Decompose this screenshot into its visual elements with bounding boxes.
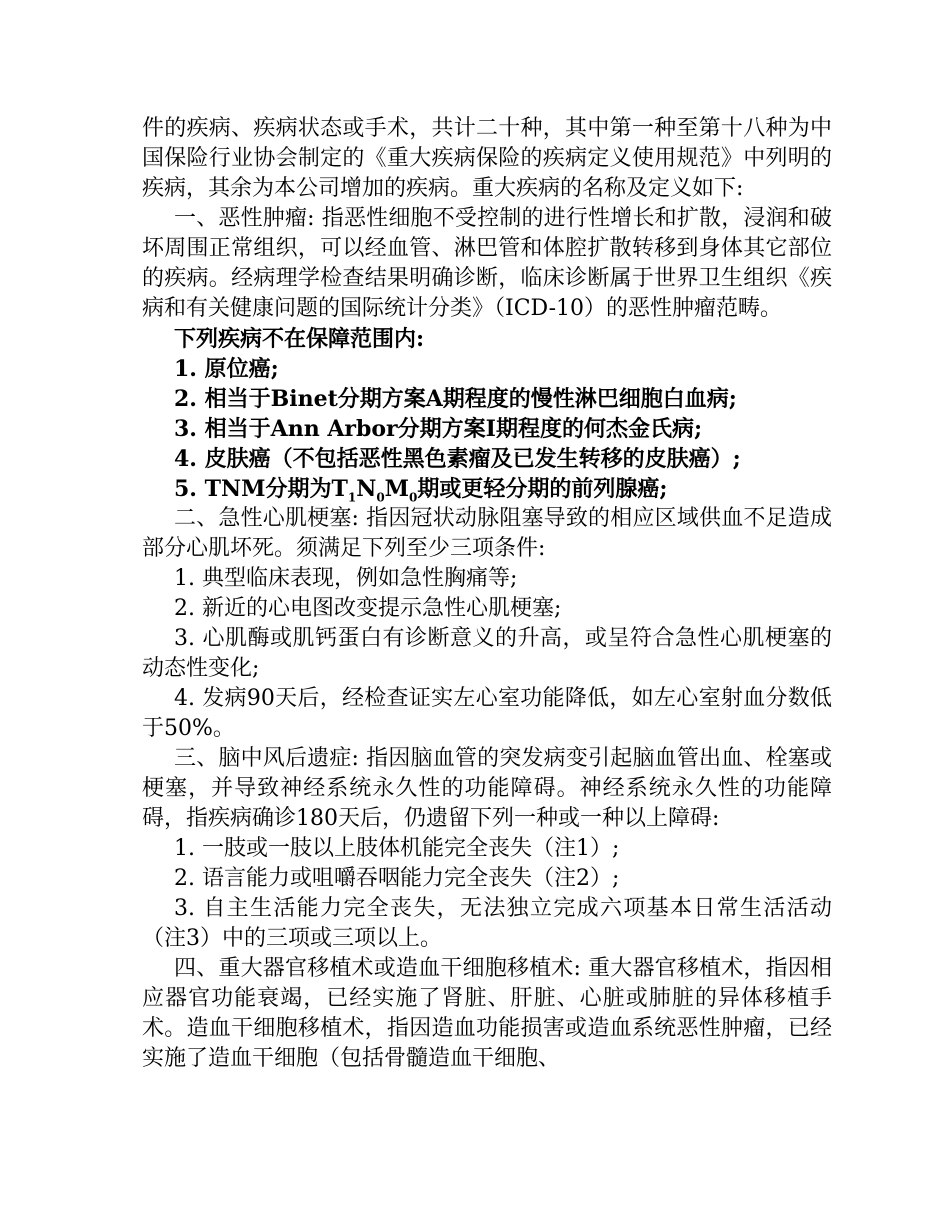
exclusions-heading: 下列疾病不在保障范围内:	[174, 326, 425, 352]
mi-condition-3: 3. 心肌酶或肌钙蛋白有诊断意义的升高，或呈符合急性心肌梗塞的动态性变化;	[142, 626, 832, 681]
tnm-m: M	[384, 476, 410, 502]
exclusion-item-3: 3. 相当于Ann Arbor分期方案I期程度的何杰金氏病;	[174, 416, 703, 442]
malignant-tumor-definition: 一、恶性肿瘤: 指恶性细胞不受控制的进行性增长和扩散，浸润和破坏周围正常组织，可以经血管、淋巴管和体腔扩散转移到身体其它部位的疾病。经病理学检查结果明确诊断，临床诊断属于世界卫生组织《疾病和有关健康问题的国际统计分类》（ICD-10）的恶性肿瘤范畴。	[142, 206, 832, 321]
exclusion-item-5	[142, 474, 832, 504]
tnm-m-subscript: 0	[409, 490, 418, 505]
tnm-t-subscript: 1	[347, 490, 357, 505]
mi-condition-4: 4. 发病90天后，经检查证实左心室功能降低，如左心室射血分数低于50%。	[142, 686, 832, 741]
stroke-condition-2: 2. 语言能力或咀嚼吞咽能力完全丧失（注2）;	[174, 866, 620, 891]
tnm-prefix: 5. TNM分期为T	[174, 476, 348, 502]
exclusion-item-4: 4. 皮肤癌（不包括恶性黑色素瘤及已发生转移的皮肤癌）;	[174, 446, 741, 472]
document-page	[142, 114, 832, 1074]
exclusion-item-2: 2. 相当于Binet分期方案A期程度的慢性淋巴细胞白血病;	[174, 386, 737, 412]
myocardial-infarction-definition: 二、急性心肌梗塞: 指因冠状动脉阻塞导致的相应区域供血不足造成部分心肌坏死。须满足下列至少三项条件:	[142, 506, 832, 561]
stroke-condition-1: 1. 一肢或一肢以上肢体机能完全丧失（注1）;	[174, 836, 620, 861]
organ-transplant-definition: 四、重大器官移植术或造血干细胞移植术: 重大器官移植术，指因相应器官功能衰竭，已经实施了肾脏、肝脏、心脏或肺脏的异体移植手术。造血干细胞移植术，指因造血功能损害或造血系统恶性肿瘤，已经实施了造血干细胞（包括骨髓造血干细胞、	[142, 956, 832, 1071]
mi-condition-2: 2. 新近的心电图改变提示急性心肌梗塞;	[174, 596, 562, 621]
tnm-n: N	[356, 476, 377, 502]
exclusion-item-1: 1. 原位癌;	[174, 356, 279, 382]
stroke-sequelae-definition: 三、脑中风后遗症: 指因脑血管的突发病变引起脑血管出血、栓塞或梗塞，并导致神经系统永久性的功能障碍。神经系统永久性的功能障碍，指疾病确诊180天后，仍遗留下列一种或一种以上障碍:	[142, 746, 832, 831]
mi-condition-1: 1. 典型临床表现，例如急性胸痛等;	[174, 566, 518, 591]
tnm-n-subscript: 0	[376, 490, 385, 505]
stroke-condition-3: 3. 自主生活能力完全丧失，无法独立完成六项基本日常生活活动（注3）中的三项或三项以上。	[142, 896, 832, 951]
intro-paragraph: 件的疾病、疾病状态或手术，共计二十种，其中第一种至第十八种为中国保险行业协会制定的《重大疾病保险的疾病定义使用规范》中列明的疾病，其余为本公司增加的疾病。重大疾病的名称及定义如下:	[142, 116, 832, 201]
tnm-suffix: 期或更轻分期的前列腺癌;	[417, 476, 668, 502]
